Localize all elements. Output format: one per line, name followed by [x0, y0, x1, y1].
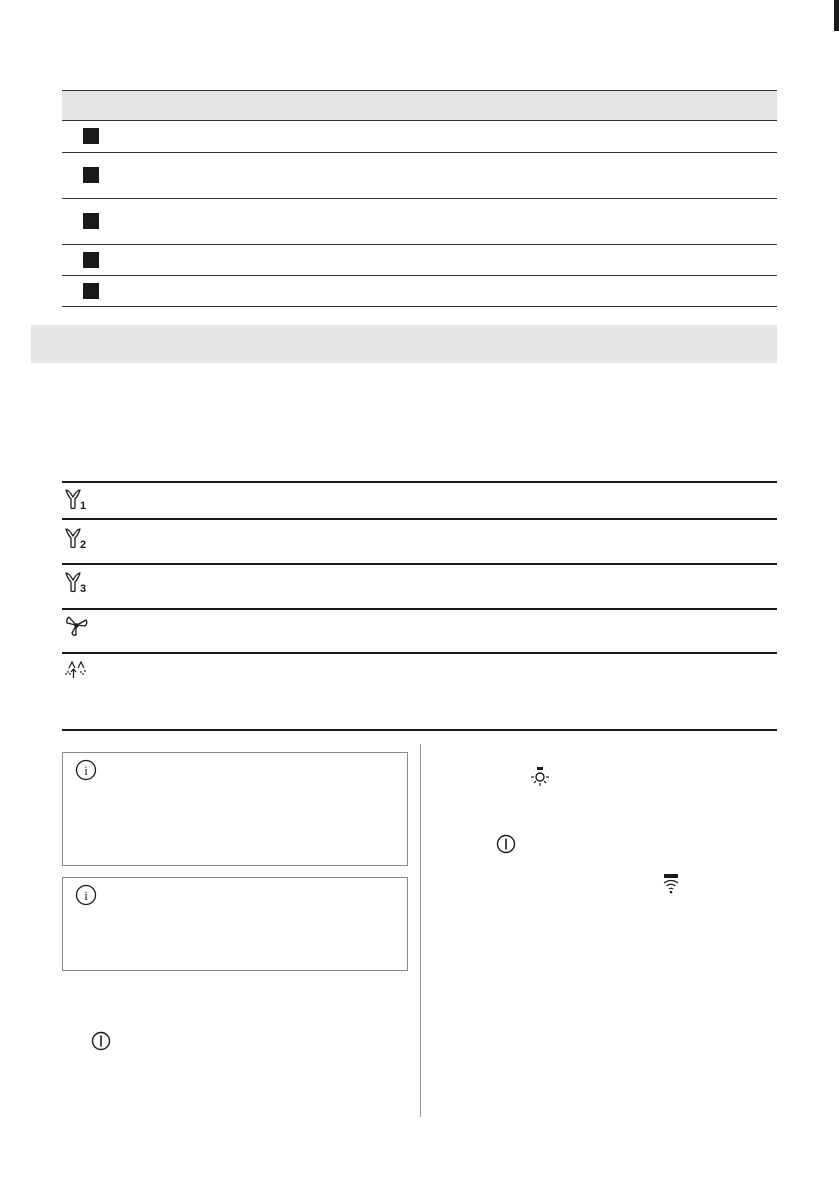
auto-extraction-icon — [64, 658, 92, 682]
info-icon — [75, 759, 97, 781]
fan-boost-icon — [64, 614, 92, 638]
fan-speed-2-icon — [64, 527, 92, 551]
symbol-row-divider — [62, 608, 777, 610]
svg-text:2: 2 — [80, 539, 87, 551]
table-row-divider — [62, 198, 777, 199]
filled-square-icon — [83, 252, 99, 268]
power-icon — [91, 1031, 111, 1051]
svg-text:1: 1 — [80, 500, 87, 512]
filled-square-icon — [83, 128, 99, 144]
info-note-box — [62, 877, 408, 971]
table-row-divider — [62, 152, 777, 153]
symbol-row-divider — [62, 652, 777, 654]
fan-speed-1-icon — [64, 488, 92, 512]
table-row-divider — [62, 244, 777, 245]
svg-text:i: i — [84, 763, 88, 778]
table-row-divider — [62, 275, 777, 276]
symbol-table-top-rule — [62, 481, 777, 483]
fan-speed-3-icon — [64, 571, 92, 595]
symbol-row-divider — [62, 563, 777, 565]
table-bottom-rule — [62, 306, 777, 307]
table-header — [62, 90, 777, 121]
symbol-table-bottom-rule — [62, 729, 777, 731]
section-heading-band — [31, 325, 777, 363]
filled-square-icon — [83, 283, 99, 299]
info-note-box — [62, 752, 408, 866]
symbol-row-divider — [62, 518, 777, 520]
power-icon — [496, 834, 516, 854]
hob-connection-icon — [661, 874, 681, 894]
info-icon — [75, 884, 97, 906]
svg-text:i: i — [84, 888, 88, 903]
filled-square-icon — [83, 213, 99, 229]
page-tab-marker — [834, 0, 839, 31]
filled-square-icon — [83, 167, 99, 183]
light-icon — [529, 766, 551, 788]
column-divider — [420, 744, 421, 1117]
svg-text:3: 3 — [80, 583, 87, 595]
